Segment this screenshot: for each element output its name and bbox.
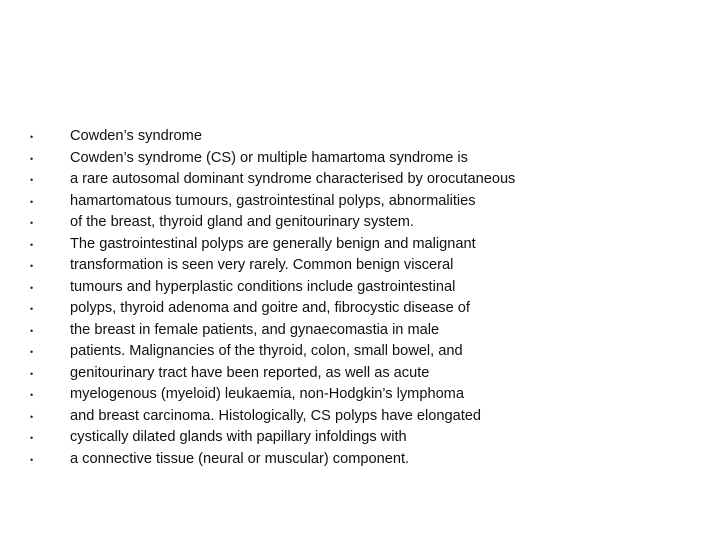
list-item [30, 126, 690, 148]
bullet-icon: • [30, 282, 34, 293]
list-item [30, 277, 690, 299]
list-item [30, 320, 690, 342]
list-item [30, 148, 690, 170]
list-item [30, 255, 690, 277]
list-item [30, 449, 690, 471]
list-item [30, 427, 690, 449]
list-item-text: of the breast, thyroid gland and genitourinary system. [70, 214, 414, 230]
list-item-text: patients. Malignancies of the thyroid, colon, small bowel, and [70, 343, 463, 359]
list-item [30, 384, 690, 406]
list-item-text: cystically dilated glands with papillary infoldings with [70, 429, 407, 445]
list-item-text: tumours and hyperplastic conditions include gastrointestinal [70, 278, 456, 295]
list-item [30, 363, 690, 385]
bullet-icon: • [30, 325, 34, 336]
list-item-text: hamartomatous tumours, gastrointestinal polyps, abnormalities [70, 192, 476, 209]
bullet-icon: • [30, 218, 34, 228]
bullet-icon: • [30, 454, 34, 465]
list-item-text: a connective tissue (neural or muscular) component. [70, 450, 410, 467]
list-item-text: polyps, thyroid adenoma and goitre and, fibrocystic disease of [70, 300, 470, 316]
bullet-icon: • [30, 368, 34, 379]
bullet-list [30, 126, 690, 470]
bullet-icon: • [30, 132, 34, 142]
list-item [30, 212, 690, 234]
list-item-text: Cowden’s syndrome [70, 128, 202, 144]
list-item [30, 298, 690, 320]
list-item-text: myelogenous (myeloid) leukaemia, non-Hodgkin’s lymphoma [70, 386, 464, 402]
bullet-icon: • [30, 261, 34, 271]
bullet-icon: • [30, 411, 34, 422]
list-item [30, 341, 690, 363]
bullet-icon: • [30, 347, 34, 357]
list-item-text: a rare autosomal dominant syndrome characterised by orocutaneous [70, 171, 516, 187]
list-item-text: genitourinary tract have been reported, as well as acute [70, 364, 430, 381]
list-item [30, 234, 690, 256]
list-item [30, 191, 690, 213]
list-item-text: the breast in female patients, and gynaecomastia in male [70, 321, 440, 338]
list-item-text: transformation is seen very rarely. Common benign visceral [70, 257, 454, 273]
bullet-icon: • [30, 196, 34, 207]
bullet-icon: • [30, 153, 34, 164]
list-item [30, 169, 690, 191]
bullet-icon: • [30, 239, 34, 250]
bullet-icon: • [30, 433, 34, 443]
bullet-icon: • [30, 175, 34, 185]
bullet-icon: • [30, 390, 34, 400]
list-item-text: and breast carcinoma. Histologically, CS polyps have elongated [70, 407, 482, 424]
list-item [30, 406, 690, 428]
bullet-icon: • [30, 304, 34, 314]
list-item-text: The gastrointestinal polyps are generally benign and malignant [70, 235, 476, 252]
list-item-text: Cowden’s syndrome (CS) or multiple hamartoma syndrome is [70, 149, 468, 166]
